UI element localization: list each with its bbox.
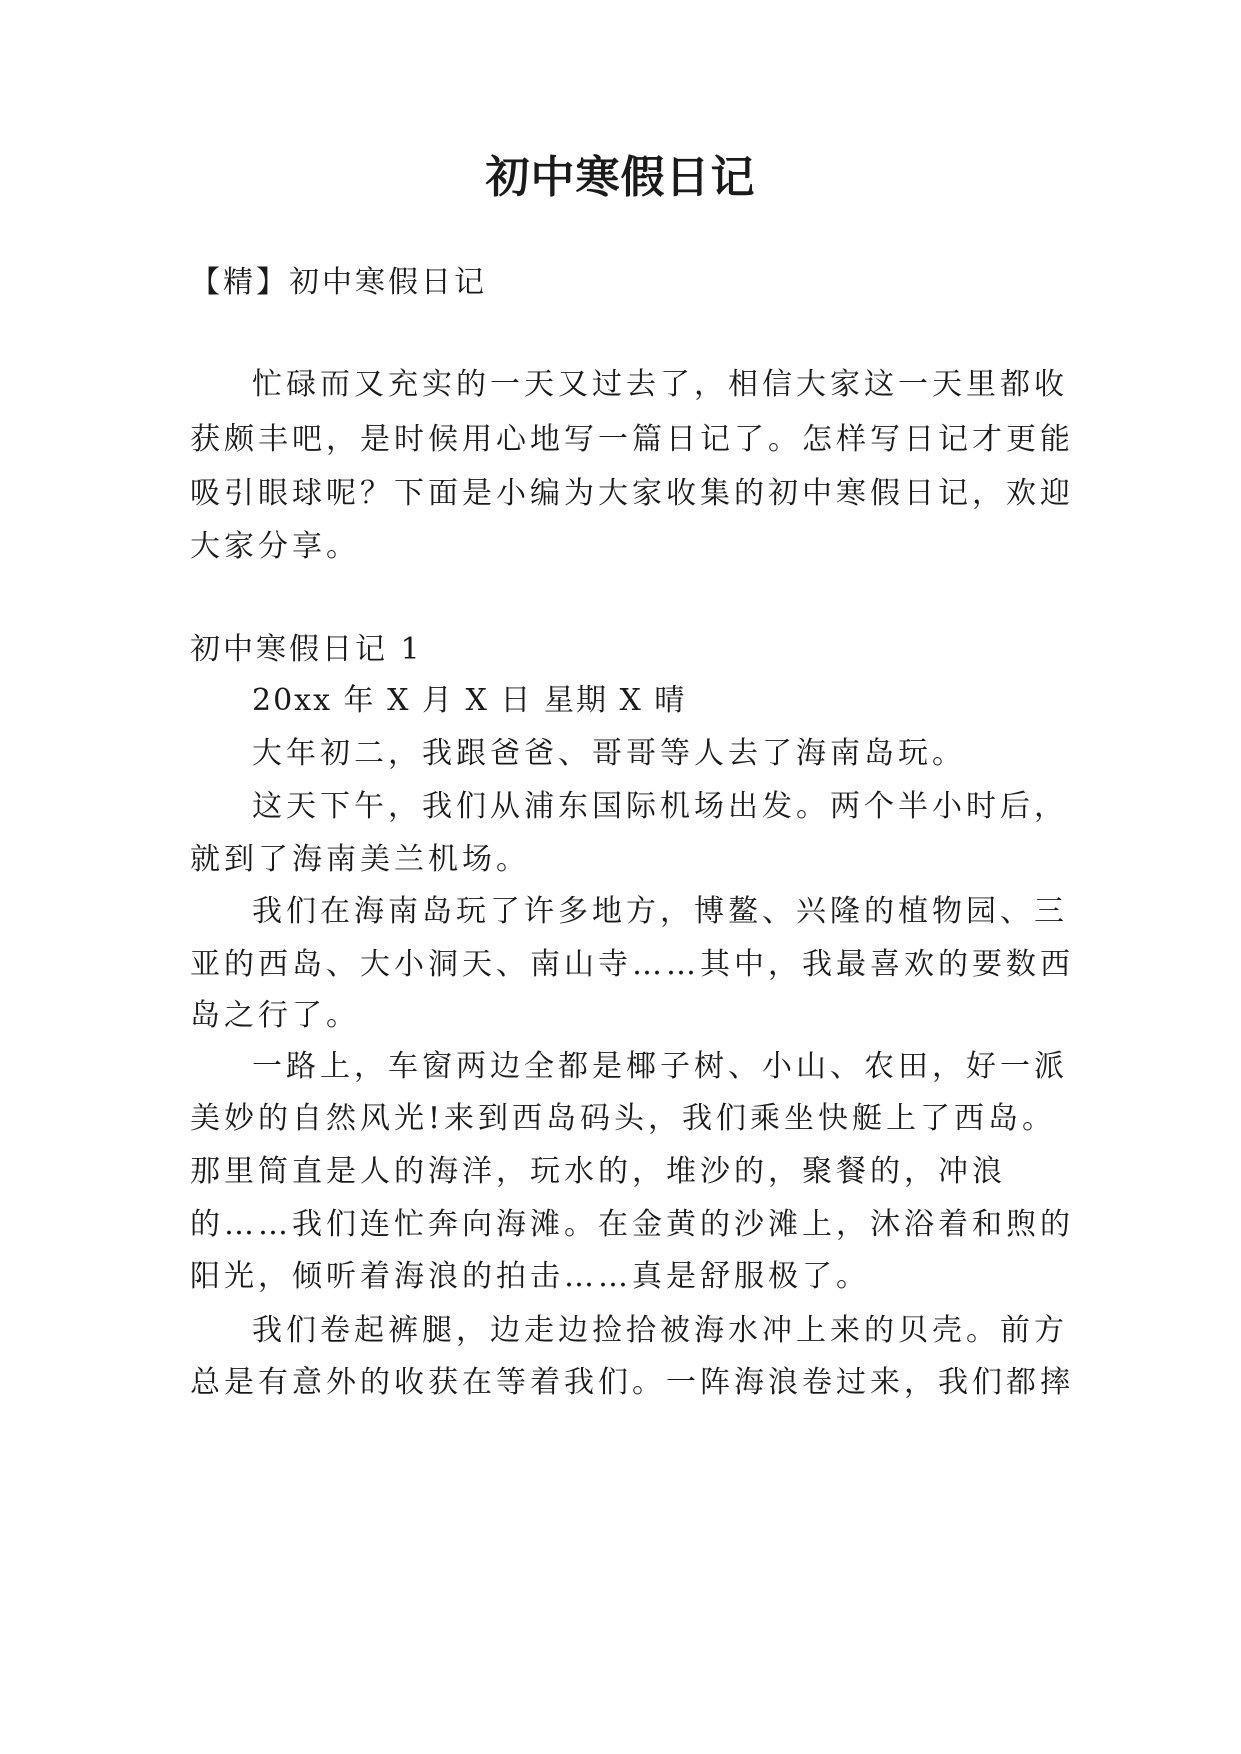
body-line: 大年初二，我跟爸爸、哥哥等人去了海南岛玩。 (252, 736, 966, 771)
body-line: 亚的西岛、大小洞天、南山寺……其中，我最喜欢的要数西 (190, 947, 1074, 982)
entry-date: 20xx 年 X 月 X 日 星期 X 晴 (252, 683, 687, 718)
entry-heading: 初中寒假日记 1 (190, 632, 423, 667)
intro-line: 吸引眼球呢？下面是小编为大家收集的初中寒假日记，欢迎 (190, 476, 1074, 511)
body-line: 这天下午，我们从浦东国际机场出发。两个半小时后， (252, 789, 1068, 824)
body-line: 总是有意外的收获在等着我们。一阵海浪卷过来，我们都摔 (190, 1365, 1074, 1400)
document-subtitle: 【精】初中寒假日记 (190, 265, 487, 300)
intro-line: 大家分享。 (190, 529, 360, 564)
body-line: 阳光，倾听着海浪的拍击……真是舒服极了。 (190, 1259, 870, 1294)
document-title: 初中寒假日记 (485, 152, 756, 203)
intro-line: 忙碌而又充实的一天又过去了，相信大家这一天里都收 (252, 367, 1068, 402)
body-line: 的……我们连忙奔向海滩。在金黄的沙滩上，沐浴着和煦的 (190, 1207, 1074, 1242)
body-line: 我们卷起裤腿，边走边捡拾被海水冲上来的贝壳。前方 (252, 1313, 1068, 1348)
body-line: 那里简直是人的海洋，玩水的，堆沙的，聚餐的，冲浪 (190, 1154, 1006, 1189)
body-line: 一路上，车窗两边全都是椰子树、小山、农田，好一派 (252, 1049, 1068, 1084)
body-line: 美妙的自然风光!来到西岛码头，我们乘坐快艇上了西岛。 (190, 1101, 1057, 1136)
body-line: 我们在海南岛玩了许多地方，博鳌、兴隆的植物园、三 (252, 894, 1068, 929)
body-line: 岛之行了。 (190, 998, 360, 1033)
intro-line: 获颇丰吧，是时候用心地写一篇日记了。怎样写日记才更能 (190, 422, 1074, 457)
body-line: 就到了海南美兰机场。 (190, 842, 530, 877)
